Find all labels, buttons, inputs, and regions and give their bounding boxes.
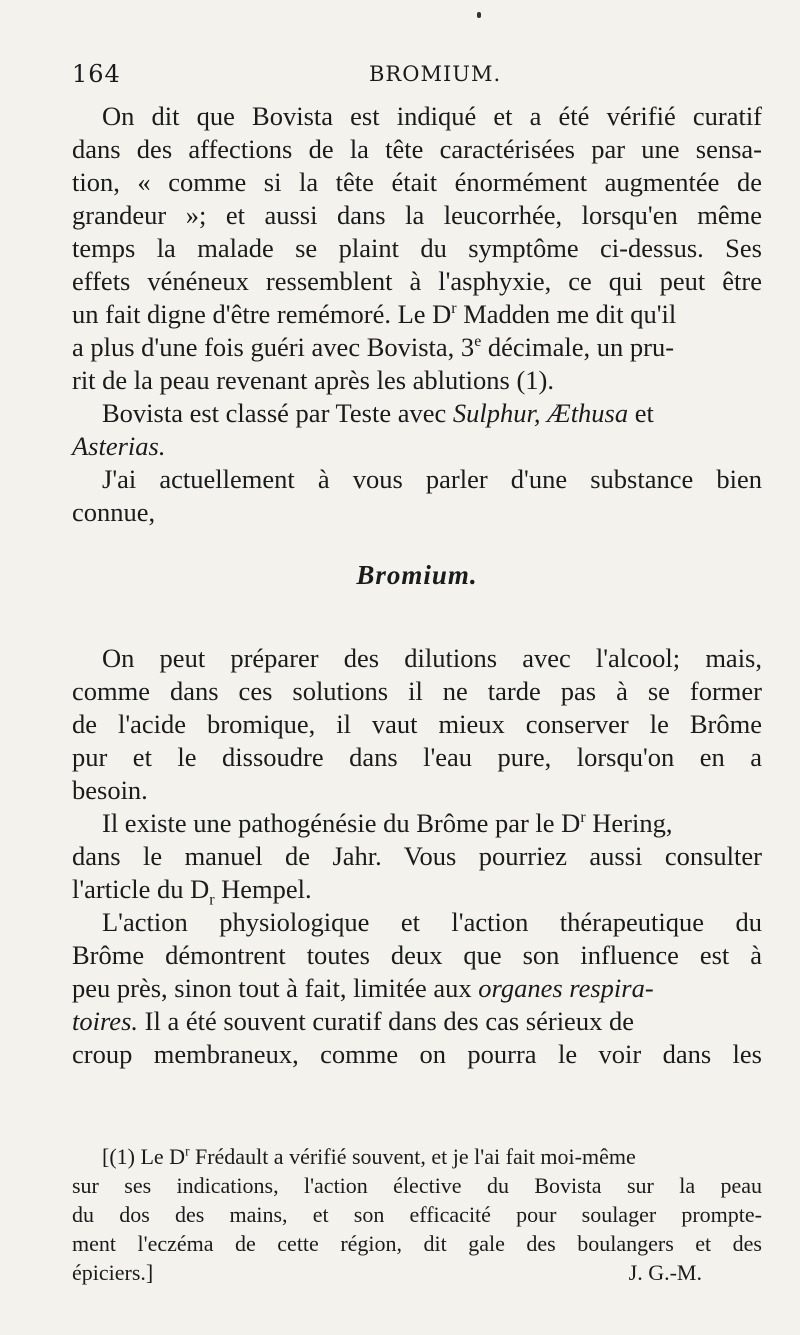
text-line: dans le manuel de Jahr. Vous pourriez aussi consulter	[72, 841, 762, 871]
text-line: J'ai actuellement à vous parler d'une substance bien	[102, 464, 762, 494]
text-line: connue,	[72, 497, 156, 527]
text-segment: et	[634, 398, 654, 428]
text-line: croup membraneux, comme on pourra le voir dans les	[72, 1039, 762, 1069]
text-line	[72, 298, 762, 331]
text-segment: Il existe une pathogénésie du Brôme par le D	[102, 808, 581, 838]
text-line	[72, 430, 762, 463]
italic-term: Sulphur,	[452, 398, 541, 428]
footnote-line	[72, 1142, 762, 1171]
text-segment: un fait digne d'être remémoré. Le D	[72, 299, 452, 329]
text-line	[72, 1005, 762, 1038]
superscript: r	[580, 809, 586, 827]
text-segment: Madden me dit qu'il	[456, 299, 677, 329]
text-segment: Frédault a vérifié souvent, et je l'ai fait moi-même	[189, 1144, 636, 1169]
text-line	[72, 807, 762, 840]
footnote	[72, 1142, 762, 1287]
text-line: L'action physiologique et l'action thérapeutique du	[102, 907, 762, 937]
text-line: grandeur »; et aussi dans la leucorrhée, lorsqu'en même	[72, 200, 762, 230]
italic-term: Æthusa	[547, 398, 629, 428]
text-segment: [(1) Le D	[102, 1144, 186, 1169]
text-line: On dit que Bovista est indiqué et a été vérifié curatif	[102, 101, 762, 131]
page-header	[72, 60, 752, 90]
superscript: r	[185, 1143, 190, 1159]
footnote-line: sur ses indications, l'action élective du Bovista sur la peau	[72, 1173, 762, 1198]
subscript: r	[209, 891, 215, 909]
footnote-line: ment l'eczéma de cette région, dit gale des boulangers et des	[72, 1231, 762, 1256]
italic-term: toires.	[72, 1006, 139, 1036]
footnote-last-line	[72, 1258, 762, 1287]
text-line: temps la malade se plaint du symptôme ci-dessus. Ses	[72, 233, 762, 263]
page-number: 164	[72, 60, 121, 88]
text-line: dans des affections de la tête caractérisées par une sensa-	[72, 134, 762, 164]
text-line: effets vénéneux ressemblent à l'asphyxie, ce qui peut être	[72, 266, 762, 296]
text-segment: Bovista est classé par Teste avec	[102, 398, 453, 428]
text-line: rit de la peau revenant après les ablutions (1).	[72, 365, 554, 395]
body-text	[72, 100, 762, 1071]
text-line	[72, 397, 762, 430]
text-line: Brôme démontrent toutes deux que son influence est à	[72, 940, 762, 970]
text-line: besoin.	[72, 775, 148, 805]
text-segment: peu près, sinon tout à fait, limitée aux	[72, 973, 479, 1003]
text-line	[72, 972, 762, 1005]
text-segment: décimale, un pru-	[481, 332, 675, 362]
text-segment: Hempel.	[214, 874, 312, 904]
superscript: r	[451, 300, 457, 318]
text-segment: a plus d'une fois guéri avec Bovista, 3	[72, 332, 475, 362]
footnote-signature: J. G.-M.	[628, 1260, 702, 1285]
text-segment: Il a été souvent curatif dans des cas sérieux de	[138, 1006, 634, 1036]
text-line: On peut préparer des dilutions avec l'alcool; mais,	[102, 643, 762, 673]
ink-speck	[477, 12, 481, 18]
text-segment: Hering,	[585, 808, 673, 838]
superscript: e	[474, 333, 482, 351]
footnote-line: du dos des mains, et son efficacité pour soulager prompte-	[72, 1202, 762, 1227]
italic-term: Asterias.	[72, 431, 166, 461]
running-head: BROMIUM.	[369, 62, 502, 86]
text-line	[72, 873, 762, 909]
text-line: de l'acide bromique, il vaut mieux conserver le Brôme	[72, 709, 762, 739]
footnote-line: épiciers.]	[72, 1260, 154, 1285]
text-segment: l'article du D	[72, 874, 210, 904]
italic-term: organes respira-	[478, 973, 654, 1003]
text-line: pur et le dissoudre dans l'eau pure, lorsqu'on en a	[72, 742, 762, 772]
text-line: tion, « comme si la tête était énormément augmentée de	[72, 167, 762, 197]
section-heading: Bromium.	[356, 560, 478, 590]
text-line: comme dans ces solutions il ne tarde pas à se former	[72, 676, 762, 706]
text-line	[72, 331, 762, 364]
